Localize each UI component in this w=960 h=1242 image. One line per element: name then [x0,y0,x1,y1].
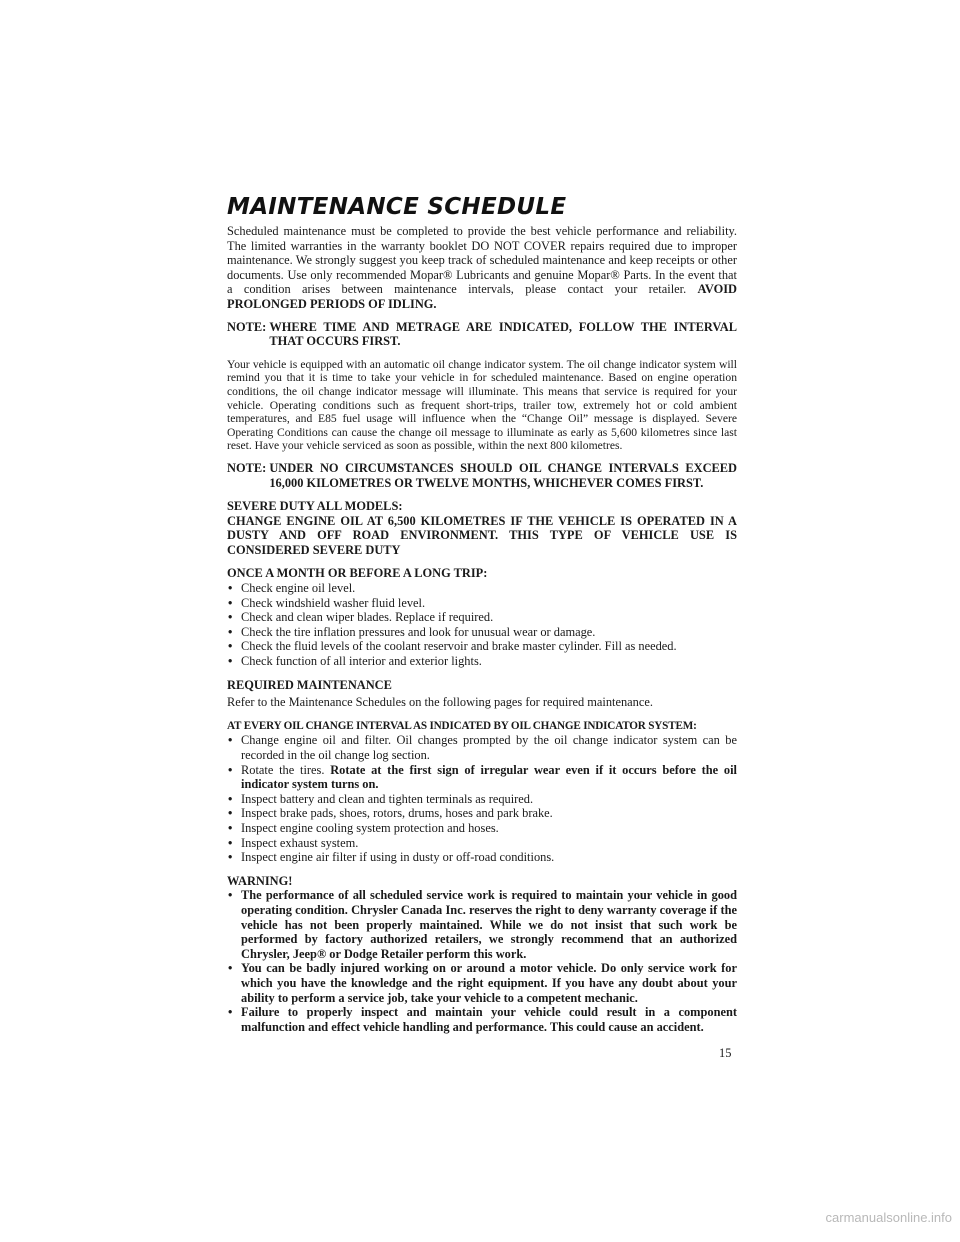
list-item: • Check and clean wiper blades. Replace if required. [228,610,494,625]
note-interval [227,320,737,349]
bullet-icon: • [228,639,233,654]
bullet-icon: • [228,762,233,777]
intro-bold-text: AVOID PROLONGED PERIODS OF IDLING. [227,282,737,311]
warning-heading: WARNING! [227,873,293,888]
list-item: • Failure to properly inspect and maintain your vehicle could result in a component malfunction and effect vehicle handling and performance. This could cause an accident. [228,1005,737,1034]
list-item: • Check windshield washer fluid level. [228,595,426,610]
page-content [227,194,737,1034]
list-item: • Rotate the tires. Rotate at the first sign of irregular wear even if it occurs before the oil indicator system turns on. [228,762,737,792]
oil-interval-heading: AT EVERY OIL CHANGE INTERVAL AS INDICATED BY OIL CHANGE INDICATOR SYSTEM: [227,719,697,732]
list-item: • Check the tire inflation pressures and look for unusual wear or damage. [228,624,596,639]
note-text: WHERE TIME AND METRAGE ARE INDICATED, FOLLOW THE INTERVAL THAT OCCURS FIRST. [269,319,737,349]
warning-list [227,888,737,1034]
bullet-icon: • [228,581,233,596]
list-item: • Inspect engine air filter if using in dusty or off-road conditions. [228,850,555,865]
note-oil-limit [227,461,737,490]
bullet-icon: • [228,850,233,865]
oil-interval-list [227,733,737,864]
watermark-text: carmanualsonline.info [825,1210,952,1225]
list-item: • Inspect engine cooling system protection and hoses. [228,820,499,835]
bullet-icon: • [228,888,233,903]
bullet-icon: • [228,791,233,806]
list-item: • Check engine oil level. [228,581,356,596]
bullet-icon: • [228,654,233,669]
page-title: MAINTENANCE SCHEDULE [227,194,567,220]
severe-duty-heading: SEVERE DUTY ALL MODELS: [227,499,403,514]
list-item: • Inspect battery and clean and tighten terminals as required. [228,791,534,806]
bullet-icon: • [228,733,233,748]
severe-duty-text: CHANGE ENGINE OIL AT 6,500 KILOMETRES IF THE VEHICLE IS OPERATED IN A DUSTY AND OFF ROAD ENVIRONMENT. THIS TYPE OF VEHICLE USE IS CONSIDERED SEVERE DUTY [227,513,737,557]
monthly-check-heading: ONCE A MONTH OR BEFORE A LONG TRIP: [227,566,488,581]
bullet-icon: • [228,835,233,850]
intro-text: Scheduled maintenance must be completed to provide the best vehicle performance and reliability. The limited warranties in the warranty booklet DO NOT COVER repairs required due to improper maintenance. We strongly suggest you keep track of scheduled maintenance and keep receipts or other documents. Use only recommended Mopar® Lubricants and genuine Mopar® Parts. In the event that a condition arises between maintenance intervals, please contact your retailer. [227,224,737,297]
monthly-check-list [227,581,737,669]
intro-paragraph [227,224,737,312]
page-number: 15 [719,1046,732,1060]
bullet-icon: • [228,961,233,976]
note-label: NOTE: [227,319,270,334]
bullet-icon: • [228,1005,233,1020]
required-maintenance-text: Refer to the Maintenance Schedules on the following pages for required maintenance. [227,695,653,710]
bullet-icon: • [228,820,233,835]
list-item: • The performance of all scheduled service work is required to maintain your vehicle in good operating condition. Chrysler Canada Inc. reserves the right to deny warranty coverage if the vehicle has not been properly maintained. While we do not insist that such work be performed by factory authorized retailers, we strongly recommend that an authorized Chrysler, Jeep® or Dodge Retailer perform this work. [228,888,737,961]
note-label: NOTE: [227,460,270,475]
bullet-icon: • [228,806,233,821]
note-text: UNDER NO CIRCUMSTANCES SHOULD OIL CHANGE INTERVALS EXCEED 16,000 KILOMETRES OR TWELVE MONTHS, WHICHEVER COMES FIRST. [269,460,737,490]
bullet-icon: • [228,610,233,625]
list-item: • You can be badly injured working on or around a motor vehicle. Do only service work for which you have the knowledge and the right equipment. If you have any doubt about your ability to perform a service job, take your vehicle to a competent mechanic. [228,961,737,1005]
list-item: • Inspect brake pads, shoes, rotors, drums, hoses and park brake. [228,806,553,821]
list-item: • Inspect exhaust system. [228,835,359,850]
list-item: • Check function of all interior and exterior lights. [228,654,482,669]
bullet-icon: • [228,624,233,639]
required-maintenance-heading: REQUIRED MAINTENANCE [227,677,392,692]
list-item: • Check the fluid levels of the coolant reservoir and brake master cylinder. Fill as needed. [228,639,677,654]
bullet-icon: • [228,595,233,610]
list-item: • Change engine oil and filter. Oil changes prompted by the oil change indicator system can be recorded in the oil change log section. [228,733,737,762]
oil-indicator-paragraph: Your vehicle is equipped with an automatic oil change indicator system. The oil change indicator system will remind you that it is time to take your vehicle in for scheduled maintenance. Based on engine operation conditions, the oil change indicator message will illuminate. This means that service is required for your vehicle. Operating conditions such as frequent short-trips, trailer tow, extremely hot or cold ambient temperatures, and E85 fuel usage will influence when the “Change Oil” message is displayed. Severe Operating Conditions can cause the change oil message to illuminate as early as 5,600 kilometres since last reset. Have your vehicle serviced as soon as possible, within the next 800 kilometres. [227,357,737,453]
